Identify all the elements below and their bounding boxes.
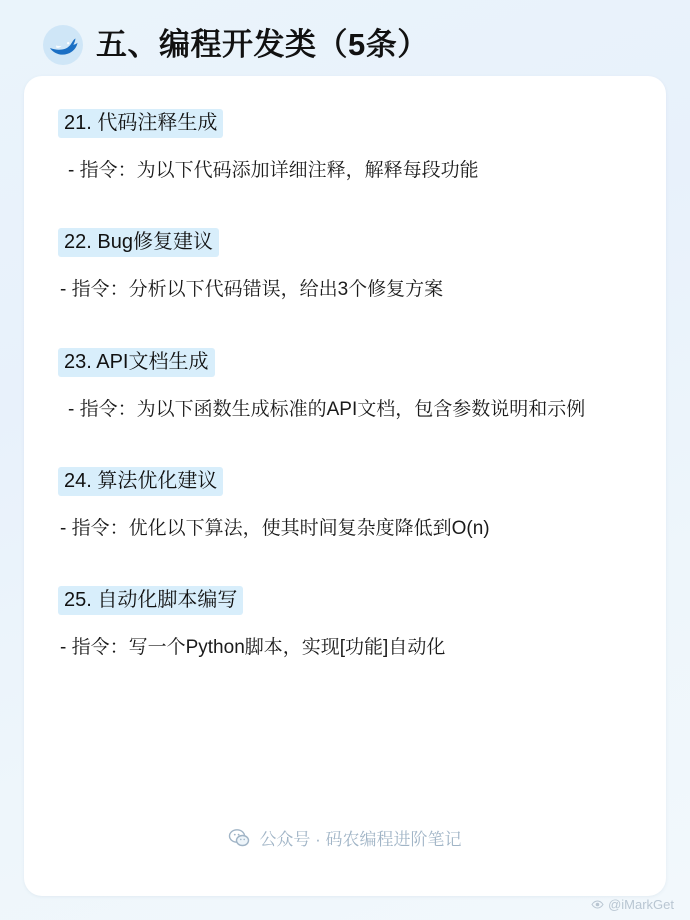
whale-icon (42, 24, 84, 66)
entry-title-wrap (58, 106, 632, 140)
watermark (591, 897, 674, 912)
page-header (24, 18, 666, 76)
entry-title: 22. Bug修复建议 (58, 228, 219, 257)
entry-body: - 指令：写一个Python脚本，实现[功能]自动化 (60, 637, 446, 658)
entry-body: - 指令：分析以下代码错误，给出3个修复方案 (60, 279, 444, 301)
list-item (58, 106, 632, 187)
footer-credit (24, 825, 666, 850)
entry-title: 21. 代码注释生成 (58, 109, 223, 138)
entry-title: 25. 自动化脚本编写 (58, 586, 243, 615)
entry-title-wrap (58, 345, 632, 379)
footer-text: 公众号 · 码农编程进阶笔记 (259, 830, 462, 849)
entry-title-wrap (58, 583, 632, 617)
list-item (58, 225, 632, 306)
entry-title-wrap (58, 464, 632, 498)
entry-body: - 指令：优化以下算法，使其时间复杂度降低到O(n) (60, 517, 490, 539)
entry-title: 24. 算法优化建议 (58, 467, 223, 496)
page-title: 五、编程开发类（5条） (96, 26, 429, 62)
wechat-logo-icon (228, 827, 250, 849)
entry-body: - 指令：为以下代码添加详细注释，解释每段功能 (68, 160, 479, 181)
watermark-text: @iMarkGet (608, 897, 674, 912)
list-item (58, 464, 632, 545)
eye-icon (591, 898, 604, 911)
list-item (58, 583, 632, 664)
content-card (24, 76, 666, 896)
entry-body: - 指令：为以下函数生成标准的API文档，包含参数说明和示例 (68, 398, 586, 420)
entry-title-wrap (58, 225, 632, 259)
list-item (58, 345, 632, 426)
entry-title: 23. API文档生成 (58, 348, 215, 377)
